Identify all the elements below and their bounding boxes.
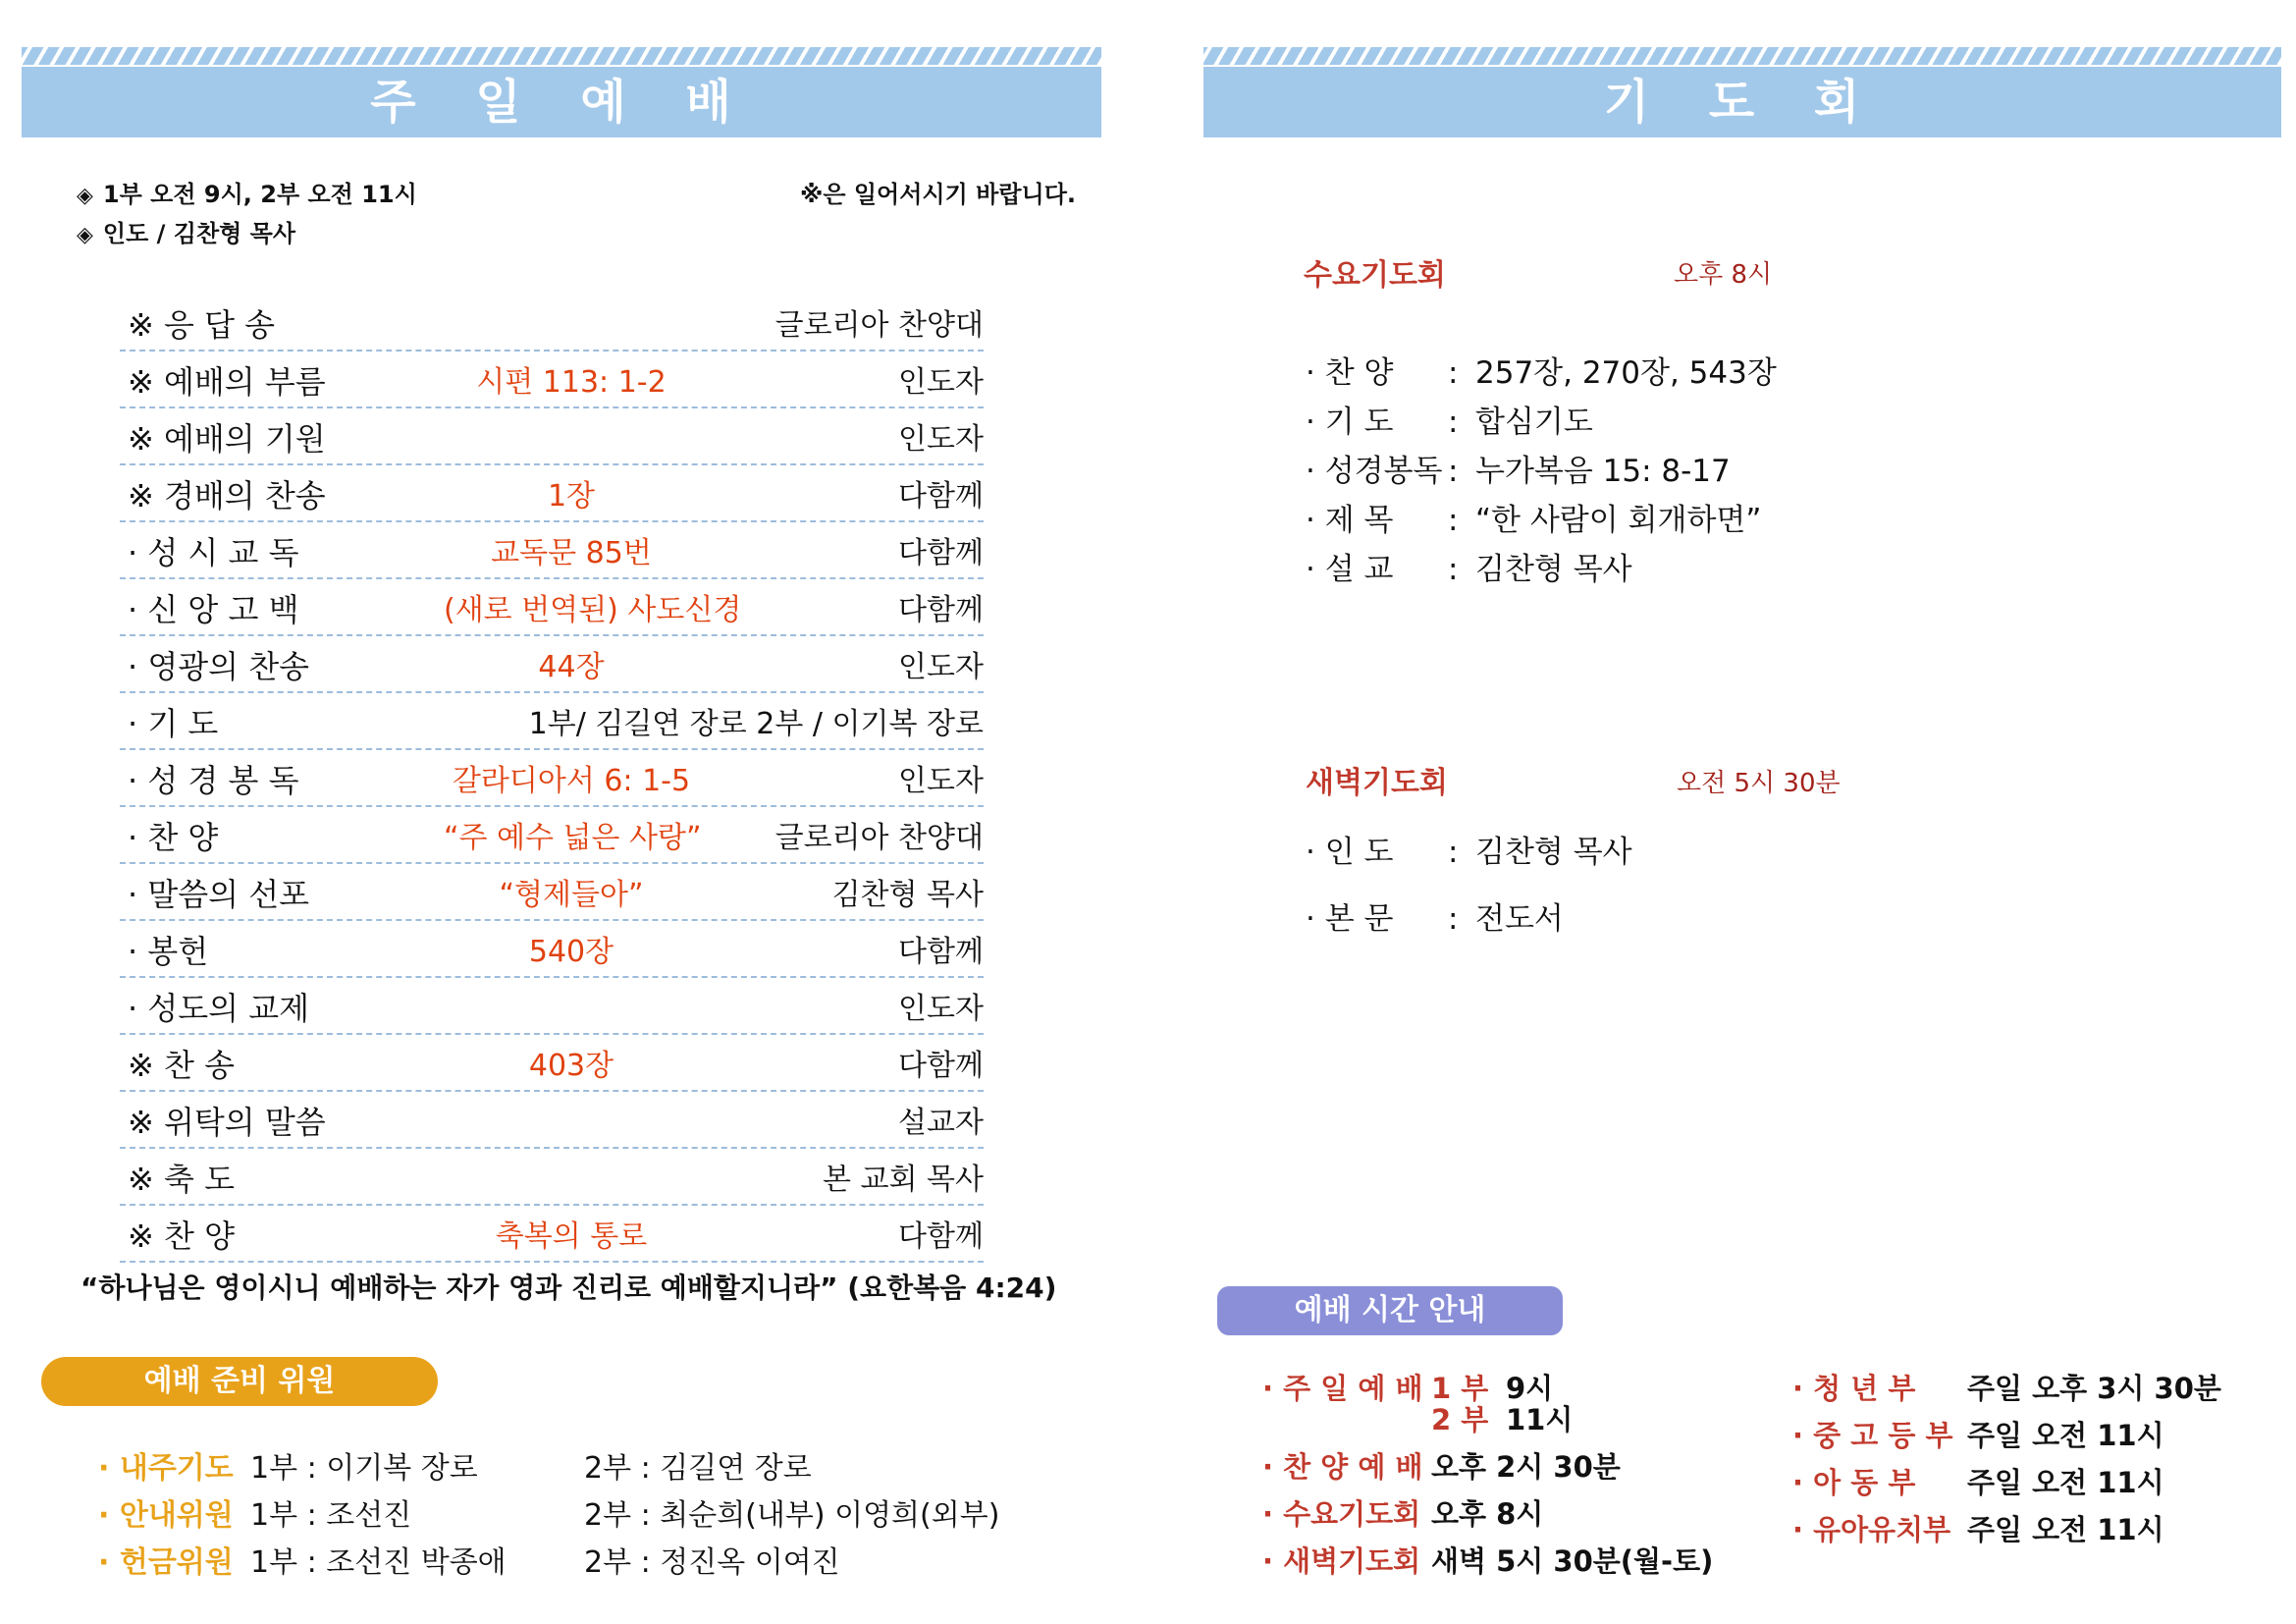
order-item-leader: 김찬형 목사	[831, 878, 984, 912]
schedule-item	[1262, 1398, 1573, 1438]
order-row	[120, 750, 984, 807]
order-item-detail: 축복의 통로	[495, 1219, 648, 1254]
order-item-detail: (새로 번역된) 사도신경	[444, 593, 742, 627]
order-item-leader: 다함께	[898, 479, 984, 514]
schedule-label: · 중 고 등 부	[1792, 1419, 1953, 1452]
prep-second-service: 2부 : 김길연 장로	[584, 1451, 812, 1486]
schedule-label: · 청 년 부	[1792, 1372, 1916, 1405]
order-row	[120, 522, 984, 579]
schedule-item	[1262, 1445, 1621, 1486]
schedule-label: · 새벽기도회	[1262, 1544, 1421, 1578]
order-item-detail: 44장	[538, 650, 605, 684]
order-item-detail: 갈라디아서 6: 1-5	[452, 764, 691, 798]
schedule-pill: 예배 시간 안내	[1217, 1286, 1563, 1335]
prayer-item	[1306, 495, 1761, 539]
order-item-detail: 교독문 85번	[491, 536, 652, 570]
schedule-label: · 유아유치부	[1792, 1513, 1951, 1546]
worship-banner	[22, 47, 1101, 137]
prayer-item	[1306, 397, 1593, 441]
schedule-time: 새벽 5시 30분(월-토)	[1431, 1544, 1714, 1578]
prayer-item-label: · 기 도	[1306, 405, 1394, 440]
order-item-label: ※ 예배의 기원	[128, 420, 326, 458]
order-item-leader: 인도자	[898, 650, 984, 684]
order-item-leader: 인도자	[898, 764, 984, 798]
prayer-item	[1306, 348, 1777, 392]
order-item-leader: 인도자	[898, 422, 984, 457]
order-item-leader: 설교자	[898, 1106, 984, 1140]
prayer-item	[1306, 827, 1632, 871]
order-row	[120, 352, 984, 408]
schedule-label: · 찬 양 예 배	[1262, 1450, 1423, 1484]
prep-second-service: 2부 : 정진옥 이여진	[584, 1545, 840, 1580]
order-item-leader: 본 교회 목사	[823, 1163, 984, 1197]
prayer-item	[1306, 544, 1632, 588]
prep-role: · 안내위원	[98, 1498, 234, 1533]
schedule-item	[1792, 1414, 2164, 1454]
order-of-service	[120, 295, 984, 1263]
schedule-label: · 수요기도회	[1262, 1497, 1421, 1531]
prayer-item-value: 김찬형 목사	[1475, 552, 1632, 587]
schedule-time: 주일 오전 11시	[1967, 1513, 2164, 1546]
order-item-detail: “형제들아”	[499, 878, 644, 912]
order-item-label: · 기 도	[128, 705, 219, 742]
prayer-item-label: · 성경봉독	[1306, 454, 1443, 489]
order-item-label: ※ 찬 송	[128, 1047, 235, 1084]
prayer-item-label: · 제 목	[1306, 503, 1394, 538]
prayer-banner	[1203, 47, 2281, 137]
order-item-leader: 글로리아 찬양대	[774, 821, 984, 855]
prayer-item-label: · 인 도	[1306, 835, 1394, 870]
order-row	[120, 1206, 984, 1263]
schedule-time: 주일 오후 3시 30분	[1967, 1372, 2221, 1405]
order-row	[120, 408, 984, 465]
prayer-item-value: “한 사람이 회개하면”	[1475, 503, 1762, 538]
order-item-label: · 봉헌	[128, 933, 209, 970]
order-item-label: ※ 경배의 찬송	[128, 477, 326, 514]
schedule-item	[1792, 1508, 2164, 1548]
prep-role: · 헌금위원	[98, 1545, 234, 1580]
order-row	[120, 636, 984, 693]
schedule-item	[1262, 1492, 1543, 1533]
service-times: ◈ 1부 오전 9시, 2부 오전 11시	[77, 181, 417, 208]
prayer-item	[1306, 446, 1731, 490]
schedule-item	[1792, 1461, 2164, 1501]
order-item-label: · 신 앙 고 백	[128, 591, 299, 628]
prayer-item-value: 전도서	[1475, 901, 1564, 937]
order-item-leader: 다함께	[898, 935, 984, 969]
order-row	[120, 921, 984, 978]
schedule-time: 주일 오전 11시	[1967, 1466, 2164, 1499]
schedule-time: 오후 2시 30분	[1431, 1450, 1621, 1484]
schedule-label: · 주 일 예 배	[1262, 1372, 1423, 1405]
wed-prayer-time: 오후 8시	[1674, 260, 1773, 290]
banner-stripes	[22, 47, 1101, 67]
order-item-label: · 성도의 교제	[128, 990, 310, 1027]
order-item-label: · 영광의 찬송	[128, 648, 310, 685]
order-item-leader: 글로리아 찬양대	[774, 308, 984, 343]
colon: :	[1448, 901, 1459, 937]
prep-first-service: 1부 : 이기복 장로	[250, 1451, 478, 1486]
prep-first-service: 1부 : 조선진 박종애	[250, 1545, 507, 1580]
wed-prayer-title: 수요기도회	[1304, 258, 1446, 293]
colon: :	[1448, 503, 1459, 538]
prayer-item-label: · 본 문	[1306, 901, 1394, 937]
schedule-time: 9시	[1506, 1372, 1554, 1405]
order-row	[120, 693, 984, 750]
order-row	[120, 465, 984, 522]
leader-info: ◈ 인도 / 김찬형 목사	[77, 220, 296, 247]
order-item-leader: 1부/ 김길연 장로 2부 / 이기복 장로	[528, 707, 984, 741]
prayer-item	[1306, 893, 1564, 938]
diamond-icon: ◈	[77, 223, 93, 247]
schedule-sub: 1 부	[1431, 1372, 1489, 1405]
prep-row	[98, 1538, 840, 1581]
colon: :	[1448, 835, 1459, 870]
colon: :	[1448, 552, 1459, 587]
order-item-label: ※ 찬 양	[128, 1218, 235, 1255]
schedule-label: · 아 동 부	[1792, 1466, 1916, 1499]
colon: :	[1448, 454, 1459, 489]
stand-note: ※은 일어서시기 바랍니다.	[800, 181, 1076, 208]
verse-quote: “하나님은 영이시니 예배하는 자가 영과 진리로 예배할지니라” (요한복음 4:24)	[80, 1272, 1057, 1304]
prep-second-service: 2부 : 최순희(내부) 이영희(외부)	[584, 1498, 1000, 1533]
prep-first-service: 1부 : 조선진	[250, 1498, 412, 1533]
worship-banner-title: 주 일 예 배	[370, 75, 753, 130]
order-row	[120, 978, 984, 1035]
prep-row	[98, 1490, 999, 1534]
colon: :	[1448, 405, 1459, 440]
order-item-detail: “주 예수 넓은 사랑”	[444, 821, 702, 855]
prayer-item-value: 김찬형 목사	[1475, 835, 1632, 870]
prayer-item-label: · 설 교	[1306, 552, 1394, 587]
schedule-time: 오후 8시	[1431, 1497, 1544, 1531]
order-item-leader: 인도자	[898, 992, 984, 1026]
order-item-detail: 403장	[528, 1049, 614, 1083]
order-row	[120, 1035, 984, 1092]
prayer-item-label: · 찬 양	[1306, 355, 1394, 391]
order-row	[120, 864, 984, 921]
order-item-leader: 다함께	[898, 536, 984, 570]
schedule-time: 11시	[1506, 1403, 1574, 1436]
order-item-detail: 1장	[547, 479, 596, 514]
prep-row	[98, 1443, 812, 1487]
order-row	[120, 295, 984, 352]
order-item-label: ※ 위탁의 말씀	[128, 1104, 326, 1141]
order-row	[120, 1092, 984, 1149]
order-item-detail: 시편 113: 1-2	[476, 365, 667, 400]
order-item-label: · 찬 양	[128, 819, 219, 856]
schedule-sub: 2 부	[1431, 1403, 1489, 1436]
order-row	[120, 807, 984, 864]
schedule-item	[1792, 1367, 2221, 1407]
schedule-time: 주일 오전 11시	[1967, 1419, 2164, 1452]
order-item-detail: 540장	[528, 935, 614, 969]
order-item-label: ※ 응 답 송	[128, 306, 276, 344]
schedule-item	[1262, 1540, 1713, 1580]
order-item-label: · 성 경 봉 독	[128, 762, 299, 799]
order-item-leader: 다함께	[898, 593, 984, 627]
order-item-label: ※ 축 도	[128, 1161, 235, 1198]
order-item-label: ※ 예배의 부름	[128, 363, 326, 401]
banner-stripes	[1203, 47, 2281, 67]
order-item-label: · 성 시 교 독	[128, 534, 299, 571]
order-item-label: · 말씀의 선포	[128, 876, 310, 913]
colon: :	[1448, 355, 1459, 391]
order-row	[120, 579, 984, 636]
dawn-prayer-title: 새벽기도회	[1306, 766, 1448, 800]
prayer-item-value: 257장, 270장, 543장	[1475, 355, 1777, 391]
prep-committee-pill: 예배 준비 위원	[41, 1357, 438, 1406]
prayer-banner-title: 기 도 회	[1603, 75, 1882, 130]
order-item-leader: 다함께	[898, 1049, 984, 1083]
prayer-item-value: 누가복음 15: 8-17	[1475, 454, 1731, 489]
order-row	[120, 1149, 984, 1206]
order-item-leader: 다함께	[898, 1219, 984, 1254]
order-item-leader: 인도자	[898, 365, 984, 400]
diamond-icon: ◈	[77, 184, 93, 208]
prep-role: · 내주기도	[98, 1451, 234, 1486]
dawn-prayer-time: 오전 5시 30분	[1677, 769, 1841, 798]
prayer-item-value: 합심기도	[1475, 405, 1593, 440]
